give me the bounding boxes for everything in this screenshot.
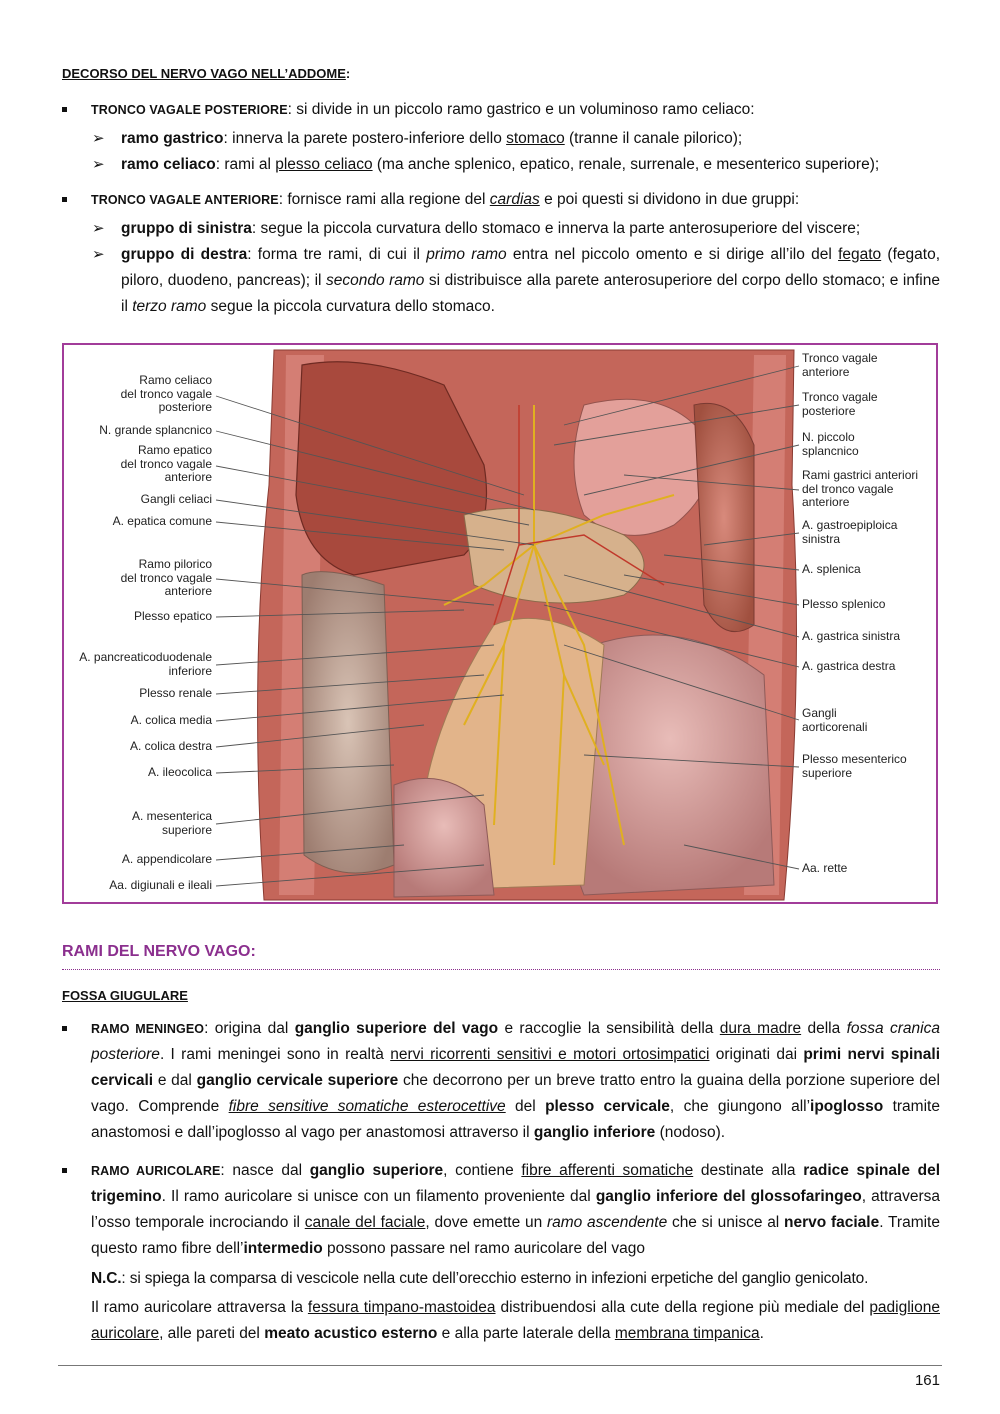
figure-label: Plesso mesenterico superiore: [802, 752, 907, 780]
paragraph-auricular-branch: RAMO AURICOLARE: nasce dal ganglio superiore, contiene fibre afferenti somatiche destinate alla radice spinale del trigemino. Il ramo auricolare si unisce con un filamento proveniente dal ganglio inferiore del glossofaringeo, attraversa l’osso temporale incrociando il canale del faciale, dove emette un ramo ascendente che si unisce al nervo faciale. Tramite questo ramo fibre dell’intermedio possono passare nel ramo auricolare del vago: [91, 1162, 941, 1257]
text-run: Il ramo auricolare attraversa la: [91, 1299, 308, 1316]
text-run: : nasce dal: [220, 1162, 310, 1179]
section-title-vagus-branches: RAMI DEL NERVO VAGO:: [62, 943, 256, 960]
text-run: dura madre: [719, 1020, 802, 1037]
text-run: fessura timpano-mastoidea: [307, 1299, 496, 1316]
figure-label: Aa. digiunali e ileali: [109, 878, 212, 892]
text-run: e alla parte laterale della: [437, 1325, 615, 1342]
text-run: membrana timpanica: [614, 1325, 760, 1342]
text-run: ganglio cervicale superiore: [196, 1072, 399, 1089]
text-run: . Tramite questo ramo fibre dell’: [91, 1214, 940, 1257]
text-run: , che giungono all’: [669, 1098, 811, 1115]
bullet-posterior-trunk: TRONCO VAGALE POSTERIORE: si divide in un piccolo ramo gastrico e un voluminoso ramo celiaco:: [62, 97, 942, 123]
figure-label: A. splenica: [802, 562, 861, 576]
figure-label: Plesso epatico: [133, 609, 212, 623]
sub-item-celiac-branch: ➢ ramo celiaco: rami al plesso celiaco (ma anche splenico, epatico, renale, surrenale, e mesenterico superiore);: [92, 152, 940, 178]
auricular-course-text: [91, 1299, 940, 1342]
text-run: ganglio superiore del vago: [294, 1020, 499, 1037]
text-run: nervi ricorrenti sensitivi e motori ortosimpatici: [390, 1046, 710, 1063]
anatomy-figure-frame: [62, 343, 938, 904]
text-run: (nodoso).: [655, 1124, 726, 1141]
figure-label: Gangli aorticorenali: [802, 706, 868, 734]
text-run: ipoglosso: [810, 1098, 884, 1115]
text-run: e dal: [153, 1072, 197, 1089]
figure-label: N. grande splancnico: [99, 423, 212, 437]
text-run: . I rami meningei sono in realtà: [159, 1046, 391, 1063]
text-run: e raccoglie la sensibilità della: [498, 1020, 720, 1037]
figure-label: A. gastrica sinistra: [802, 629, 901, 643]
text-run: canale del faciale: [304, 1214, 426, 1231]
figure-label: A. pancreaticoduodenale inferiore: [79, 650, 212, 678]
text-run: intermedio: [243, 1240, 323, 1257]
text-run: fibre afferenti somatiche: [521, 1162, 694, 1179]
square-bullet-icon: [62, 1026, 67, 1031]
text-run: possono passare nel ramo auricolare del vago: [322, 1240, 645, 1257]
footer-divider: [58, 1365, 942, 1366]
text-run: distribuendosi alla cute della regione più mediale del: [495, 1299, 870, 1316]
text-run: ganglio inferiore: [533, 1124, 656, 1141]
figure-label: A. colica destra: [129, 739, 212, 753]
square-bullet-icon: [62, 197, 67, 202]
text-run: . Il ramo auricolare si unisce con un filamento proveniente dal: [161, 1188, 596, 1205]
text-run: ganglio superiore: [309, 1162, 444, 1179]
figure-label: A. colica media: [130, 713, 212, 727]
text-run: tramite anastomosi e dall’ipoglosso al vago per anastomosi attraverso il: [91, 1098, 940, 1141]
text-run: , contiene: [443, 1162, 522, 1179]
sub-item-gastric-branch: ➢ ramo gastrico: innerva la parete postero-inferiore dello stomaco (tranne il canale pilorico);: [92, 126, 940, 152]
figure-label: N. piccolo splancnico: [802, 430, 859, 458]
text-run: .: [759, 1325, 764, 1342]
figure-label: Ramo epatico del tronco vagale anteriore: [120, 443, 212, 484]
figure-label: Tronco vagale anteriore: [802, 351, 878, 379]
figure-label: Rami gastrici anteriori del tronco vagale anteriore: [802, 468, 919, 509]
clinical-note: N.C.: si spiega la comparsa di vescicole nella cute dell’orecchio esterno in infezioni erpetiche del ganglio genicolato.: [91, 1270, 869, 1287]
text-run: fibre sensitive somatiche esterocettive: [228, 1098, 506, 1115]
text-run: padiglione auricolare: [91, 1299, 940, 1342]
figure-label: A. appendicolare: [121, 852, 212, 866]
figure-label: Ramo pilorico del tronco vagale anteriore: [120, 557, 212, 598]
figure-label: A. mesenterica superiore: [131, 809, 212, 837]
arrow-bullet-icon: ➢: [92, 220, 105, 237]
figure-label: Plesso splenico: [802, 597, 886, 611]
text-run: meato acustico esterno: [264, 1325, 438, 1342]
text-run: del: [505, 1098, 546, 1115]
square-bullet-icon: [62, 107, 67, 112]
figure-label: A. gastrica destra: [802, 659, 896, 673]
paragraph-meningeal-branch: RAMO MENINGEO: origina dal ganglio superiore del vago e raccoglie la sensibilità della dura madre della fossa cranica posteriore. I rami meningei sono in realtà nervi ricorrenti sensitivi e motori ortosimpatici originati dai primi nervi spinali cervicali e dal ganglio cervicale superiore che decorrono per un breve tratto entro la guaina della porzione superiore del vago. Comprende fibre sensitive somatiche esterocettive del plesso cervicale, che giungono all’ipoglosso tramite anastomosi e dall’ipoglosso al vago per anastomosi attraverso il ganglio inferiore (nodoso).: [91, 1020, 940, 1141]
text-run: ganglio inferiore del glossofaringeo: [595, 1188, 862, 1205]
figure-label: Ramo celiaco del tronco vagale posteriore: [120, 373, 212, 414]
paragraph-auricular-course: [91, 1295, 940, 1347]
text-run: : origina dal: [204, 1020, 295, 1037]
text-run: nervo faciale: [784, 1214, 880, 1231]
meningeal-text: [91, 1020, 940, 1141]
figure-label: Plesso renale: [139, 686, 212, 700]
text-run: che si unisce al: [667, 1214, 785, 1231]
section-divider: [62, 969, 940, 970]
subsection-header-jugular-fossa: FOSSA GIUGULARE: [62, 988, 188, 1003]
text-run: primi nervi spinali cervicali: [91, 1046, 940, 1089]
arrow-bullet-icon: ➢: [92, 246, 105, 263]
page-number: 161: [914, 1372, 940, 1389]
square-bullet-icon: [62, 1168, 67, 1173]
text-run: , attraversa l’osso temporale incrociando il: [91, 1188, 940, 1231]
figure-label: Tronco vagale posteriore: [802, 390, 878, 418]
sub-item-right-group: ➢ gruppo di destra: forma tre rami, di cui il primo ramo entra nel piccolo omento e si dirige all’ilo del fegato (fegato, piloro, duodeno, pancreas); il secondo ramo si distribuisce alla parete anterosuperiore del corpo dello stomaco; e infine il terzo ramo segue la piccola curvatura dello stomaco.: [92, 242, 940, 320]
text-run: che decorrono per un breve tratto entro la guaina della porzione superiore del vago. Comprende: [91, 1072, 940, 1115]
arrow-bullet-icon: ➢: [92, 156, 105, 173]
text-run: , alle pareti del: [159, 1325, 265, 1342]
text-run: radice spinale del trigemino: [91, 1162, 941, 1205]
figure-label: A. gastroepiploica sinistra: [802, 518, 898, 546]
figure-label: Gangli celiaci: [140, 492, 212, 506]
figure-label: Aa. rette: [802, 861, 848, 875]
figure-label: A. epatica comune: [112, 514, 212, 528]
sub-item-left-group: ➢ gruppo di sinistra: segue la piccola curvatura dello stomaco e innerva la parte anterosuperiore del viscere;: [92, 216, 940, 242]
section-header-abdomen: DECORSO DEL NERVO VAGO NELL’ADDOME:: [62, 66, 351, 81]
text-run: plesso cervicale: [545, 1098, 670, 1115]
text-run: destinate alla: [693, 1162, 804, 1179]
bullet-anterior-trunk: TRONCO VAGALE ANTERIORE: fornisce rami alla regione del cardias e poi questi si dividono in due gruppi:: [62, 187, 942, 213]
text-run: ramo ascendente: [546, 1214, 668, 1231]
figure-label: A. ileocolica: [147, 765, 212, 779]
text-run: , dove emette un: [425, 1214, 547, 1231]
text-run: della: [801, 1020, 847, 1037]
text-run: originati dai: [709, 1046, 804, 1063]
arrow-bullet-icon: ➢: [92, 130, 105, 147]
text-run: fossa cranica posteriore: [91, 1020, 940, 1063]
